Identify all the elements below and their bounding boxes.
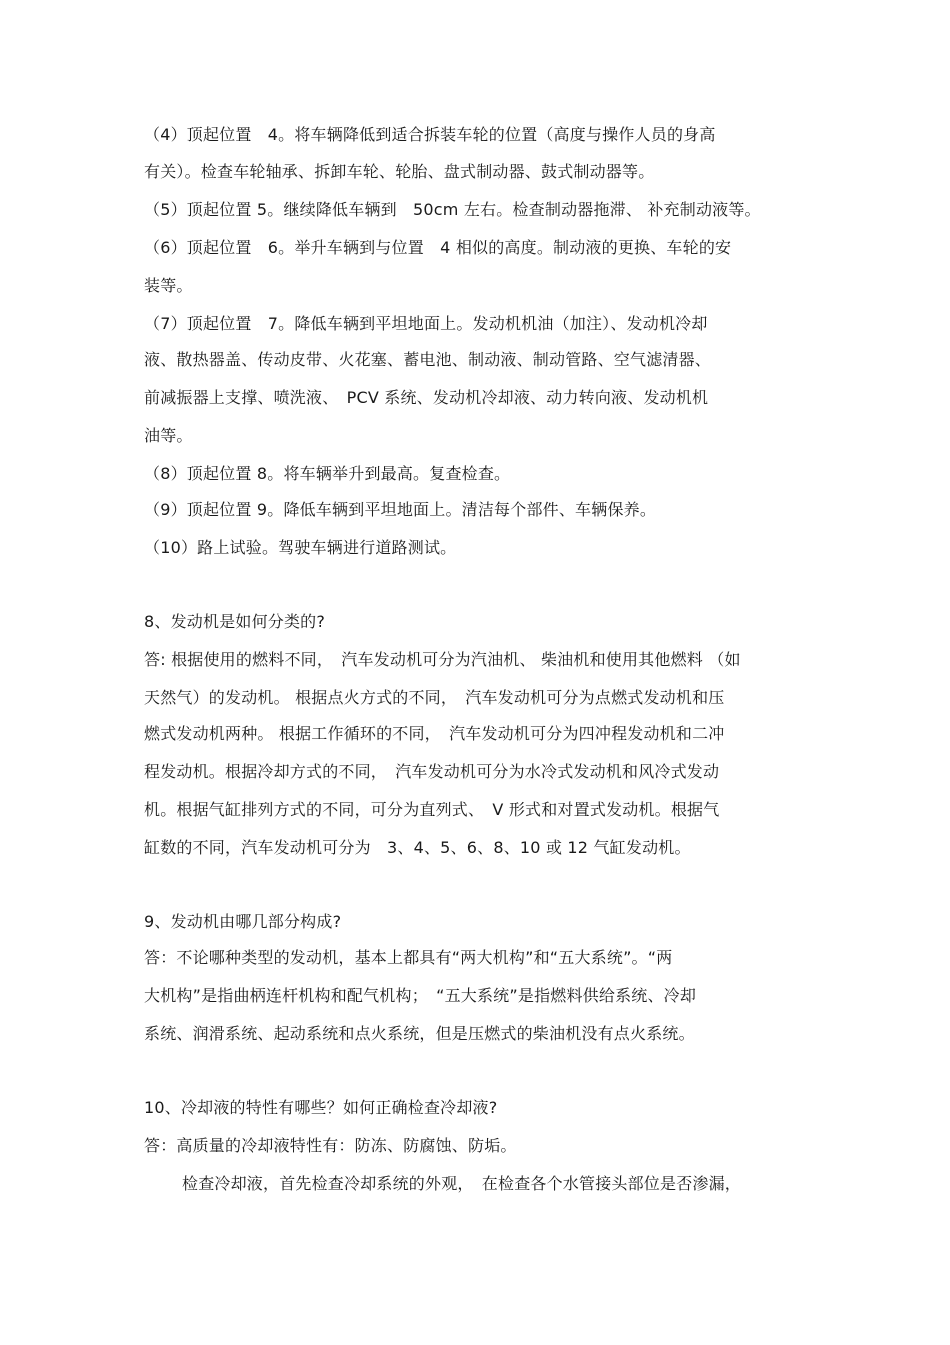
- text-line: （5）顶起位置 5。继续降低车辆到 50cm 左右。检查制动器拖滞、 补充制动液等。: [144, 200, 761, 219]
- text-line: （6）顶起位置 6。举升车辆到与位置 4 相似的高度。制动液的更换、车轮的安: [144, 238, 732, 257]
- answer-line: 机。根据气缸排列方式的不同，可分为直列式、 V 形式和对置式发动机。根据气: [144, 800, 720, 819]
- question-heading: 10、冷却液的特性有哪些？如何正确检查冷却液?: [144, 1098, 498, 1117]
- question-heading: 8、发动机是如何分类的?: [144, 612, 326, 631]
- text-line: （9）顶起位置 9。降低车辆到平坦地面上。清洁每个部件、车辆保养。: [144, 500, 657, 519]
- answer-line: 答: 根据使用的燃料不同， 汽车发动机可分为汽油机、 柴油机和使用其他燃料 （如: [144, 650, 741, 669]
- text-line: （7）顶起位置 7。降低车辆到平坦地面上。发动机机油（加注）、发动机冷却: [144, 314, 708, 333]
- text-line: 有关）。检查车轮轴承、拆卸车轮、轮胎、盘式制动器、鼓式制动器等。: [144, 162, 655, 181]
- answer-line: 系统、润滑系统、起动系统和点火系统，但是压燃式的柴油机没有点火系统。: [144, 1024, 695, 1043]
- text-line: 前减振器上支撑、喷洗液、 PCV 系统、发动机冷却液、动力转向液、发动机机: [144, 388, 709, 407]
- answer-line: 燃式发动机两种。 根据工作循环的不同， 汽车发动机可分为四冲程发动机和二冲: [144, 724, 725, 743]
- text-line: 液、散热器盖、传动皮带、火花塞、蓄电池、制动液、制动管路、空气滤清器、: [144, 350, 712, 369]
- answer-line: 天然气）的发动机。 根据点火方式的不同， 汽车发动机可分为点燃式发动机和压: [144, 688, 725, 707]
- answer-line: 大机构”是指曲柄连杆机构和配气机构； “五大系统”是指燃料供给系统、冷却: [144, 986, 697, 1005]
- text-line: （4）顶起位置 4。将车辆降低到适合拆装车轮的位置（高度与操作人员的身高: [144, 125, 716, 144]
- answer-line: 程发动机。根据冷却方式的不同， 汽车发动机可分为水冷式发动机和风冷式发动: [144, 762, 720, 781]
- answer-line: 缸数的不同，汽车发动机可分为 3、4、5、6、8、10 或 12 气缸发动机。: [144, 838, 691, 857]
- answer-line: 答：不论哪种类型的发动机，基本上都具有“两大机构”和“五大系统”。“两: [144, 948, 673, 967]
- question-heading: 9、发动机由哪几部分构成?: [144, 912, 342, 931]
- answer-line: 检查冷却液，首先检查冷却系统的外观， 在检查各个水管接头部位是否渗漏，: [182, 1174, 742, 1193]
- text-line: （10）路上试验。驾驶车辆进行道路测试。: [144, 538, 457, 557]
- text-line: （8）顶起位置 8。将车辆举升到最高。复查检查。: [144, 464, 511, 483]
- answer-line: 答：高质量的冷却液特性有：防冻、防腐蚀、防垢。: [144, 1136, 517, 1155]
- text-line: 油等。: [144, 426, 193, 445]
- text-line: 装等。: [144, 276, 193, 295]
